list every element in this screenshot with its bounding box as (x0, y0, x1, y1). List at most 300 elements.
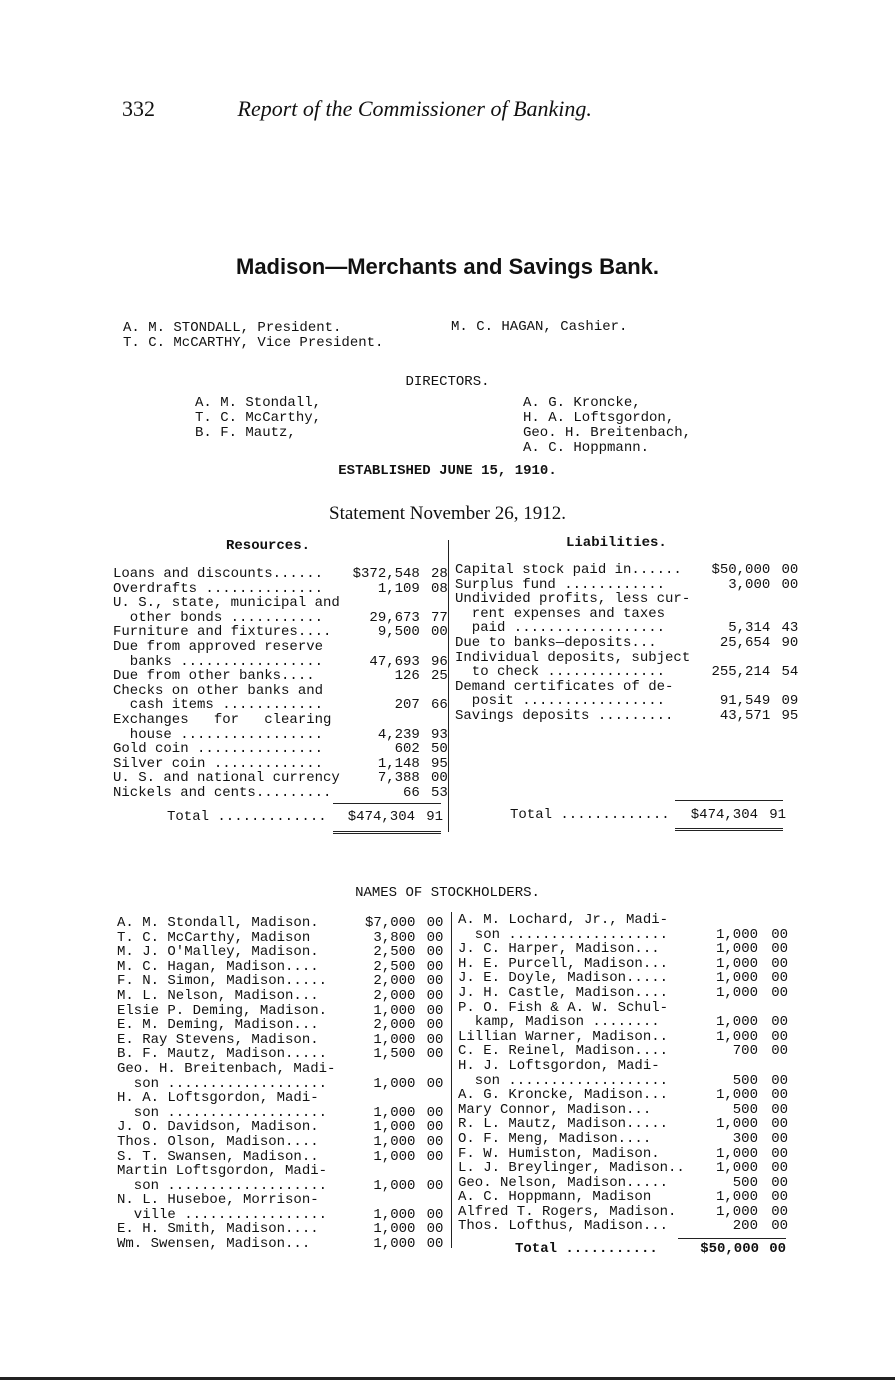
resource-row (113, 757, 448, 772)
stockholder-row-name: T. C. McCarthy, Madison (117, 929, 311, 946)
stockholder-row-name: E. H. Smith, Madison.... (117, 1221, 319, 1238)
stockholder-row (458, 913, 788, 928)
liabilities-heading: Liabilities. (566, 535, 667, 551)
resource-row (113, 625, 448, 640)
stockholder-row-name: M. J. O'Malley, Madison. (117, 944, 319, 961)
stockholder-row (117, 916, 443, 931)
stockholder-row-cents: 00 (771, 984, 788, 1001)
resource-row-cents: 93 (431, 726, 448, 743)
stockholder-row-cents: 00 (771, 955, 788, 972)
running-title: Report of the Commissioner of Banking. (237, 96, 592, 121)
resource-row-cents (420, 596, 448, 611)
stockholder-row-amount: 1,000 (715, 1014, 758, 1031)
stockholder-row-amount: 1,000 (373, 1075, 416, 1092)
stockholder-row (117, 1077, 443, 1092)
director-item: B. F. Mautz, (195, 425, 296, 441)
stockholder-row-name: J. C. Harper, Madison... (458, 941, 660, 958)
resource-row-amount: 9,500 (377, 624, 420, 641)
resource-row-label: Checks on other banks and (113, 682, 324, 699)
resource-row-cents: 77 (431, 609, 448, 626)
stockholder-row-cents: 00 (771, 1072, 788, 1089)
stockholders-divider (451, 912, 452, 1248)
stockholder-row-amount: 2,000 (373, 973, 416, 990)
resource-row-label: other bonds ........... (113, 609, 324, 626)
liability-row-amount: 3,000 (728, 576, 771, 593)
stockholder-row-amount (335, 1193, 415, 1208)
stockholder-row-name: ville ................. (117, 1206, 328, 1223)
stockholder-row (117, 1033, 443, 1048)
resource-row-amount: 4,239 (377, 726, 420, 743)
stockholder-row-amount: 2,000 (373, 987, 416, 1004)
stockholder-row-cents: 00 (426, 1236, 444, 1253)
resources-total-amount: $474,304 (347, 809, 415, 825)
resource-row-label: Nickels and cents......... (113, 784, 332, 801)
established-date: ESTABLISHED JUNE 15, 1910. (338, 463, 557, 479)
stockholder-row (117, 1091, 443, 1106)
liability-row-amount: $50,000 (711, 562, 771, 578)
liability-row (455, 563, 798, 578)
stockholder-row-name: L. J. Breylinger, Madison.. (458, 1160, 685, 1177)
stockholder-row-name: H. E. Purcell, Madison... (458, 955, 669, 972)
stockholder-row-name: Wm. Swensen, Madison... (117, 1236, 311, 1253)
stockholder-row-amount: $7,000 (365, 915, 416, 931)
stockholder-row-amount: 1,000 (373, 1206, 416, 1223)
resource-row (113, 786, 448, 801)
stockholders-total-amount: $50,000 (700, 1241, 759, 1257)
stockholder-row-cents (415, 1062, 443, 1077)
resource-row-cents: 53 (431, 784, 448, 801)
stockholder-row (458, 971, 788, 986)
stockholder-row-name: Lillian Warner, Madison.. (458, 1028, 669, 1045)
resource-row (113, 713, 448, 728)
stockholder-row-amount: 1,000 (373, 1221, 416, 1238)
resource-row-label: Exchanges for clearing (113, 711, 332, 728)
stockholder-row-name: F. W. Humiston, Madison. (458, 1145, 660, 1162)
stockholder-row (117, 960, 443, 975)
resource-row (113, 596, 448, 611)
stockholder-row (117, 1047, 443, 1062)
stockholder-row-amount: 500 (732, 1174, 758, 1191)
resource-row-cents: 00 (431, 624, 448, 641)
stockholder-row-name: Martin Loftsgordon, Madi- (117, 1163, 328, 1180)
stockholder-row-name: J. E. Doyle, Madison..... (458, 970, 669, 987)
stockholder-row (458, 1176, 788, 1191)
liability-row-amount (690, 607, 770, 622)
stockholder-row (117, 1150, 443, 1165)
resource-row-cents: 50 (431, 741, 448, 758)
resource-row-cents: 95 (431, 755, 448, 772)
stockholder-row (458, 1161, 788, 1176)
stockholder-row-name: son ................... (458, 1072, 669, 1089)
resource-row-label: U. S. and national currency (113, 770, 340, 787)
resource-row-amount: 602 (394, 741, 420, 758)
resources-total-double-rule (333, 831, 441, 834)
liability-row-amount: 25,654 (719, 634, 771, 651)
resource-row-cents: 00 (431, 770, 448, 787)
stockholder-row-amount: 1,000 (373, 1031, 416, 1048)
stockholder-row (458, 1190, 788, 1205)
stockholder-row-cents (758, 913, 788, 928)
stockholder-row-amount (690, 1059, 758, 1074)
resource-row (113, 655, 448, 670)
resource-row-label: U. S., state, municipal and (113, 595, 340, 612)
stockholder-row-amount (335, 1164, 415, 1179)
stockholder-row (458, 1103, 788, 1118)
liability-row-cents: 09 (781, 693, 799, 710)
stockholder-row-amount: 2,000 (373, 1017, 416, 1034)
liability-row (455, 680, 798, 695)
liability-row-label: posit ................. (455, 693, 666, 710)
liability-row-amount: 5,314 (728, 620, 771, 637)
stockholder-row-cents: 00 (771, 1130, 788, 1147)
liabilities-table (455, 563, 798, 724)
stockholder-row-name: Mary Connor, Madison... (458, 1101, 652, 1118)
stockholder-row-name: Geo. Nelson, Madison..... (458, 1174, 669, 1191)
stockholder-row-name: A. C. Hoppmann, Madison (458, 1189, 652, 1206)
stockholder-row-name: son ................... (458, 926, 669, 943)
stockholder-row-cents: 00 (426, 1046, 444, 1063)
stockholder-row (117, 1062, 443, 1077)
stockholder-row (458, 1074, 788, 1089)
stockholder-row (458, 1088, 788, 1103)
stockholder-row-name: kamp, Madison ........ (458, 1014, 660, 1031)
stockholder-row (458, 942, 788, 957)
stockholder-row-cents: 00 (426, 944, 444, 961)
resource-row-label: Due from other banks.... (113, 668, 315, 685)
statement-divider (448, 540, 449, 832)
resources-heading: Resources. (226, 538, 311, 554)
resource-row-label: Gold coin ............... (113, 741, 324, 758)
stockholder-row-name: H. J. Loftsgordon, Madi- (458, 1057, 660, 1074)
resource-row-label: Loans and discounts...... (113, 566, 324, 582)
liability-row-amount (690, 651, 770, 666)
stockholder-row-cents: 00 (771, 1087, 788, 1104)
liability-row-cents: 90 (781, 634, 799, 651)
resource-row-amount (340, 684, 420, 699)
resources-total-cents: 91 (426, 809, 443, 825)
stockholder-row-name: S. T. Swansen, Madison.. (117, 1148, 319, 1165)
stockholder-row (458, 1001, 788, 1016)
stockholder-row-cents: 00 (426, 1133, 444, 1150)
stockholder-row-name: Alfred T. Rogers, Madison. (458, 1203, 677, 1220)
stockholder-row (117, 1193, 443, 1208)
resources-table (113, 567, 448, 801)
resource-row-label: Due from approved reserve (113, 638, 324, 655)
resource-row-cents: 96 (431, 653, 448, 670)
stockholder-row-cents: 00 (771, 970, 788, 987)
stockholder-row-amount: 1,000 (715, 1145, 758, 1162)
officer-vice-president: T. C. McCARTHY, Vice President. (123, 335, 384, 351)
stockholder-row-amount: 1,000 (715, 1087, 758, 1104)
stockholder-row-name: Thos. Olson, Madison.... (117, 1133, 319, 1150)
resource-row-amount: 66 (403, 784, 420, 801)
directors-left (195, 396, 321, 441)
resources-total-row (167, 810, 443, 825)
stockholder-row (117, 974, 443, 989)
stockholder-row (458, 1219, 788, 1234)
stockholder-row-name: son ................... (117, 1075, 328, 1092)
stockholder-row-cents (758, 1059, 788, 1074)
stockholder-row (117, 1120, 443, 1135)
stockholder-row-cents: 00 (426, 1221, 444, 1238)
stockholder-row-amount: 3,800 (373, 929, 416, 946)
resource-row-amount: 126 (394, 668, 420, 685)
stockholder-row-name: M. C. Hagan, Madison.... (117, 958, 319, 975)
stockholder-row-cents: 00 (426, 973, 444, 990)
liabilities-sum-rule (675, 800, 783, 801)
stockholder-row (117, 931, 443, 946)
resource-row-cents: 25 (431, 668, 448, 685)
stockholder-row-name: son ................... (117, 1104, 328, 1121)
stockholder-row-cents: 00 (771, 926, 788, 943)
resource-row-amount (340, 596, 420, 611)
stockholder-row-cents: 00 (771, 1189, 788, 1206)
liability-row-amount: 255,214 (711, 664, 771, 681)
stockholder-row-amount: 1,000 (373, 1002, 416, 1019)
resource-row-label: Furniture and fixtures.... (113, 624, 332, 641)
stockholder-row (117, 1237, 443, 1252)
stockholder-row-amount: 1,000 (715, 1203, 758, 1220)
liability-row (455, 709, 798, 724)
stockholder-row (117, 1018, 443, 1033)
liability-row (455, 607, 798, 622)
director-item: A. M. Stondall, (195, 395, 322, 411)
liabilities-total-row (510, 808, 786, 823)
resource-row-amount: 47,693 (369, 653, 420, 670)
stockholder-row-cents: 00 (426, 1177, 444, 1194)
stockholder-row-amount: 1,000 (715, 1028, 758, 1045)
resource-row-amount: 207 (394, 697, 420, 714)
stockholder-row-name: A. M. Stondall, Madison. (117, 915, 319, 931)
liability-row-label: rent expenses and taxes (455, 605, 666, 622)
stockholders-total-row (515, 1242, 786, 1257)
liability-row-label: Capital stock paid in...... (455, 562, 682, 578)
liability-row-cents (770, 651, 798, 666)
liability-row (455, 665, 798, 680)
stockholder-row-amount (690, 913, 758, 928)
stockholder-row-cents: 00 (771, 941, 788, 958)
stockholder-row (117, 1004, 443, 1019)
liability-row-label: to check .............. (455, 664, 666, 681)
stockholder-row-amount: 500 (732, 1101, 758, 1118)
resource-row-amount (340, 640, 420, 655)
stockholder-row-name: A. G. Kroncke, Madison... (458, 1087, 669, 1104)
stockholder-row-amount: 1,000 (715, 1116, 758, 1133)
liability-row-label: Individual deposits, subject (455, 649, 691, 666)
liability-row-cents (770, 592, 798, 607)
liability-row-cents: 43 (781, 620, 799, 637)
stockholder-row-amount: 1,000 (715, 1189, 758, 1206)
liability-row-cents: 00 (781, 576, 799, 593)
stockholder-row-amount: 1,000 (373, 1119, 416, 1136)
liability-row-label: Demand certificates of de- (455, 678, 674, 695)
resource-row-amount: 1,148 (377, 755, 420, 772)
stockholder-row-cents: 00 (426, 929, 444, 946)
stockholders-sum-rule (678, 1238, 786, 1239)
bank-title: Madison—Merchants and Savings Bank. (236, 254, 659, 279)
stockholder-row-amount: 500 (732, 1072, 758, 1089)
stockholder-row-cents: 00 (426, 915, 444, 931)
stockholder-row-cents: 00 (771, 1028, 788, 1045)
stockholder-row-name: A. M. Lochard, Jr., Madi- (458, 912, 669, 928)
stockholder-row-cents: 00 (426, 1017, 444, 1034)
stockholder-row-amount (335, 1062, 415, 1077)
stockholder-row-cents: 00 (771, 1116, 788, 1133)
stockholder-row-cents: 00 (771, 1101, 788, 1118)
stockholder-row-amount: 1,000 (715, 941, 758, 958)
stockholders-total-cents: 00 (769, 1241, 786, 1257)
stockholder-row (458, 957, 788, 972)
liability-row (455, 621, 798, 636)
liabilities-total-double-rule (675, 828, 783, 831)
liability-row-label: Due to banks—deposits... (455, 634, 657, 651)
liability-row-amount: 91,549 (719, 693, 771, 710)
stockholder-row (458, 1205, 788, 1220)
resource-row-cents (420, 684, 448, 699)
liability-row-cents (770, 680, 798, 695)
liability-row-cents: 00 (781, 562, 799, 578)
stockholder-row (458, 1117, 788, 1132)
stockholder-row-name: Elsie P. Deming, Madison. (117, 1002, 328, 1019)
resource-row-label: house ................. (113, 726, 324, 743)
stockholder-row (458, 1030, 788, 1045)
stockholder-row-amount (335, 1091, 415, 1106)
officers-left (123, 321, 383, 351)
stockholder-row-amount: 1,500 (373, 1046, 416, 1063)
stockholder-row-amount: 1,000 (373, 1177, 416, 1194)
resource-row-label: Overdrafts .............. (113, 580, 324, 597)
stockholder-row-cents: 00 (771, 1145, 788, 1162)
director-item: H. A. Loftsgordon, (523, 410, 675, 426)
resource-row-amount (340, 713, 420, 728)
liability-row (455, 578, 798, 593)
stockholder-row-cents: 00 (426, 1104, 444, 1121)
stockholder-row-cents: 00 (771, 1014, 788, 1031)
stockholder-row-cents: 00 (426, 1206, 444, 1223)
stockholder-row (117, 1179, 443, 1194)
stockholder-row-name: M. L. Nelson, Madison... (117, 987, 319, 1004)
stockholder-row (458, 1044, 788, 1059)
stockholder-row-cents (415, 1091, 443, 1106)
officers-right (451, 320, 627, 335)
liability-row-label: Undivided profits, less cur- (455, 591, 691, 608)
resource-row (113, 669, 448, 684)
running-head (122, 96, 592, 122)
stockholder-row-name: J. O. Davidson, Madison. (117, 1119, 319, 1136)
stockholder-row-name: H. A. Loftsgordon, Madi- (117, 1090, 319, 1107)
stockholder-row (117, 989, 443, 1004)
liabilities-total-cents: 91 (769, 807, 786, 823)
stockholder-row-amount: 2,500 (373, 958, 416, 975)
resources-total-label: Total ............. (167, 809, 327, 825)
resource-row (113, 567, 448, 582)
liability-row-label: Savings deposits ......... (455, 707, 674, 724)
stockholder-row-cents: 00 (426, 987, 444, 1004)
stockholder-row-amount: 1,000 (373, 1236, 416, 1253)
stockholder-row-amount: 1,000 (373, 1148, 416, 1165)
stockholder-row-amount: 200 (732, 1218, 758, 1235)
stockholder-row-amount: 1,000 (715, 926, 758, 943)
liability-row (455, 636, 798, 651)
director-item: A. C. Hoppmann. (523, 440, 650, 456)
liability-row-label: Surplus fund ............ (455, 576, 666, 593)
liability-row-amount: 43,571 (719, 707, 771, 724)
stockholder-row-amount: 1,000 (373, 1133, 416, 1150)
liability-row-amount (690, 680, 770, 695)
stockholder-row-amount: 2,500 (373, 944, 416, 961)
stockholder-row-cents (415, 1193, 443, 1208)
liability-row-cents (770, 607, 798, 622)
stockholder-row (117, 1222, 443, 1237)
page-number: 332 (122, 96, 155, 121)
stockholder-row-amount: 300 (732, 1130, 758, 1147)
stockholder-row (458, 1015, 788, 1030)
stockholder-row (458, 1132, 788, 1147)
stockholders-total-label: Total ........... (515, 1241, 658, 1257)
resource-row-label: banks ................. (113, 653, 324, 670)
stockholder-row-amount: 1,000 (715, 984, 758, 1001)
stockholder-row-cents: 00 (426, 1119, 444, 1136)
director-item: A. G. Kroncke, (523, 395, 641, 411)
resource-row-label: Silver coin ............. (113, 755, 324, 772)
resource-row-cents (420, 640, 448, 655)
stockholder-row (117, 945, 443, 960)
stockholder-row-cents: 00 (771, 1218, 788, 1235)
stockholder-row (458, 1059, 788, 1074)
liabilities-total-amount: $474,304 (690, 807, 758, 823)
resource-row-cents: 08 (431, 580, 448, 597)
resource-row-cents (420, 713, 448, 728)
resource-row (113, 640, 448, 655)
stockholder-row-cents: 00 (426, 1148, 444, 1165)
resource-row (113, 611, 448, 626)
directors-heading: DIRECTORS. (405, 374, 490, 390)
liability-row (455, 651, 798, 666)
resource-row (113, 742, 448, 757)
directors-right (523, 396, 691, 456)
stockholder-row-name: Thos. Lofthus, Madison... (458, 1218, 669, 1235)
stockholder-row-amount: 700 (732, 1043, 758, 1060)
stockholders-right-table (458, 913, 788, 1234)
stockholder-row-name: R. L. Mautz, Madison..... (458, 1116, 669, 1133)
stockholder-row-name: J. H. Castle, Madison.... (458, 984, 669, 1001)
stockholder-row-amount: 1,000 (715, 970, 758, 987)
stockholder-row (117, 1135, 443, 1150)
stockholder-row (458, 986, 788, 1001)
resource-row-amount: 29,673 (369, 609, 420, 626)
resource-row-cents: 28 (431, 566, 448, 582)
resource-row-amount: 7,388 (377, 770, 420, 787)
resource-row (113, 684, 448, 699)
resource-row-label: cash items ............ (113, 697, 324, 714)
stockholder-row-cents: 00 (771, 1203, 788, 1220)
stockholder-row (117, 1106, 443, 1121)
stockholder-row-cents (415, 1164, 443, 1179)
resource-row (113, 582, 448, 597)
director-item: T. C. McCarthy, (195, 410, 322, 426)
liability-row-cents: 54 (781, 664, 799, 681)
liability-row-label: paid .................. (455, 620, 666, 637)
resource-row-amount: 1,109 (377, 580, 420, 597)
stockholder-row-name: B. F. Mautz, Madison..... (117, 1046, 328, 1063)
stockholder-row-cents: 00 (426, 1002, 444, 1019)
liability-row-cents: 95 (781, 707, 799, 724)
stockholder-row-amount: 1,000 (715, 1160, 758, 1177)
stockholder-row-name: son ................... (117, 1177, 328, 1194)
resource-row (113, 771, 448, 786)
stockholder-row-name: F. N. Simon, Madison..... (117, 973, 328, 990)
stockholder-row-name: E. M. Deming, Madison... (117, 1017, 319, 1034)
